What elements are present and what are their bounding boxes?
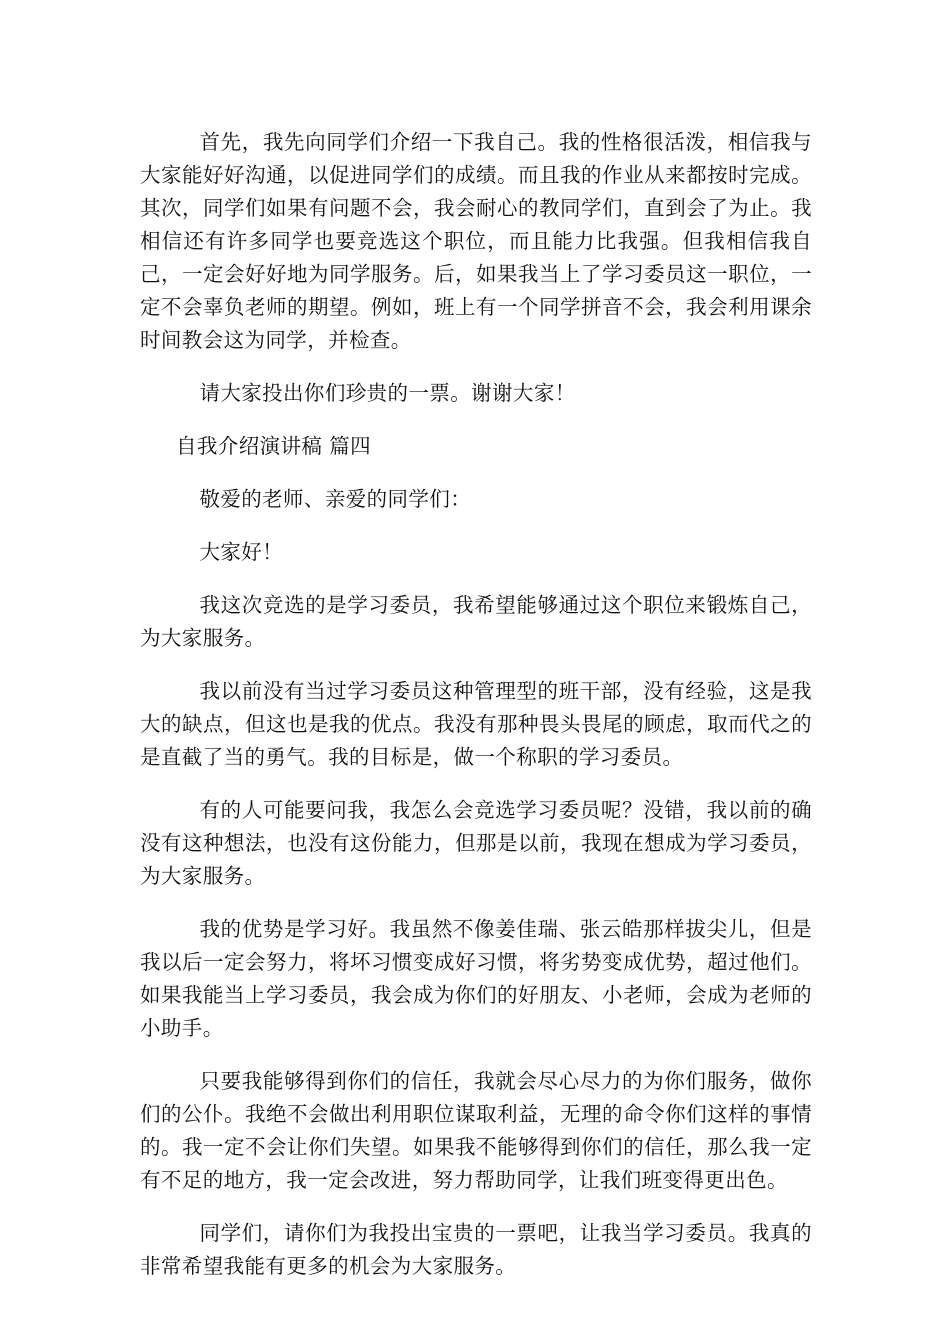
section-heading: 自我介绍演讲稿 篇四 bbox=[176, 434, 372, 458]
paragraph-strengths: 我的优势是学习好。我虽然不像姜佳瑞、张云皓那样拔尖儿，但是我以后一定会努力，将坏习惯变成好习惯，将劣势变成优势，超过他们。如果我能当上学习委员，我会成为你们的好朋友、小老师，会成为老师的小助手。 bbox=[140, 917, 812, 1040]
paragraph-salutation: 敬爱的老师、亲爱的同学们： bbox=[199, 487, 472, 511]
paragraph-closing: 同学们，请你们为我投出宝贵的一票吧，让我当学习委员。我真的非常希望我能有更多的机会为大家服务。 bbox=[140, 1221, 812, 1278]
paragraph-introduction: 首先，我先向同学们介绍一下我自己。我的性格很活泼，相信我与大家能好好沟通，以促进同学们的成绩。而且我的作业从来都按时完成。其次，同学们如果有问题不会，我会耐心的教同学们，直到会了为止。我相信还有许多同学也要竞选这个职位，而且能力比我强。但我相信我自己，一定会好好地为同学服务。后，如果我当上了学习委员这一职位，一定不会辜负老师的期望。例如，班上有一个同学拼音不会，我会利用课余时间教会这为同学，并检查。 bbox=[140, 130, 812, 352]
document-body bbox=[140, 126, 812, 1283]
paragraph-vote-request: 请大家投出你们珍贵的一票。谢谢大家！ bbox=[199, 381, 576, 405]
paragraph-experience: 我以前没有当过学习委员这种管理型的班干部，没有经验，这是我大的缺点，但这也是我的优点。我没有那种畏头畏尾的顾虑，取而代之的是直截了当的勇气。我的目标是，做一个称职的学习委员。 bbox=[140, 679, 812, 769]
paragraph-promise: 只要我能够得到你们的信任，我就会尽心尽力的为你们服务，做你们的公仆。我绝不会做出利用职位谋取利益，无理的命令你们这样的事情的。我一定不会让你们失望。如果我不能够得到你们的信任，那么我一定有不足的地方，我一定会改进，努力帮助同学，让我们班变得更出色。 bbox=[140, 1069, 812, 1192]
paragraph-greeting: 大家好！ bbox=[199, 540, 284, 564]
paragraph-position: 我这次竞选的是学习委员，我希望能够通过这个职位来锻炼自己，为大家服务。 bbox=[140, 593, 812, 650]
paragraph-motivation: 有的人可能要问我，我怎么会竞选学习委员呢？没错，我以前的确没有这种想法，也没有这份能力，但那是以前，我现在想成为学习委员，为大家服务。 bbox=[140, 798, 812, 888]
